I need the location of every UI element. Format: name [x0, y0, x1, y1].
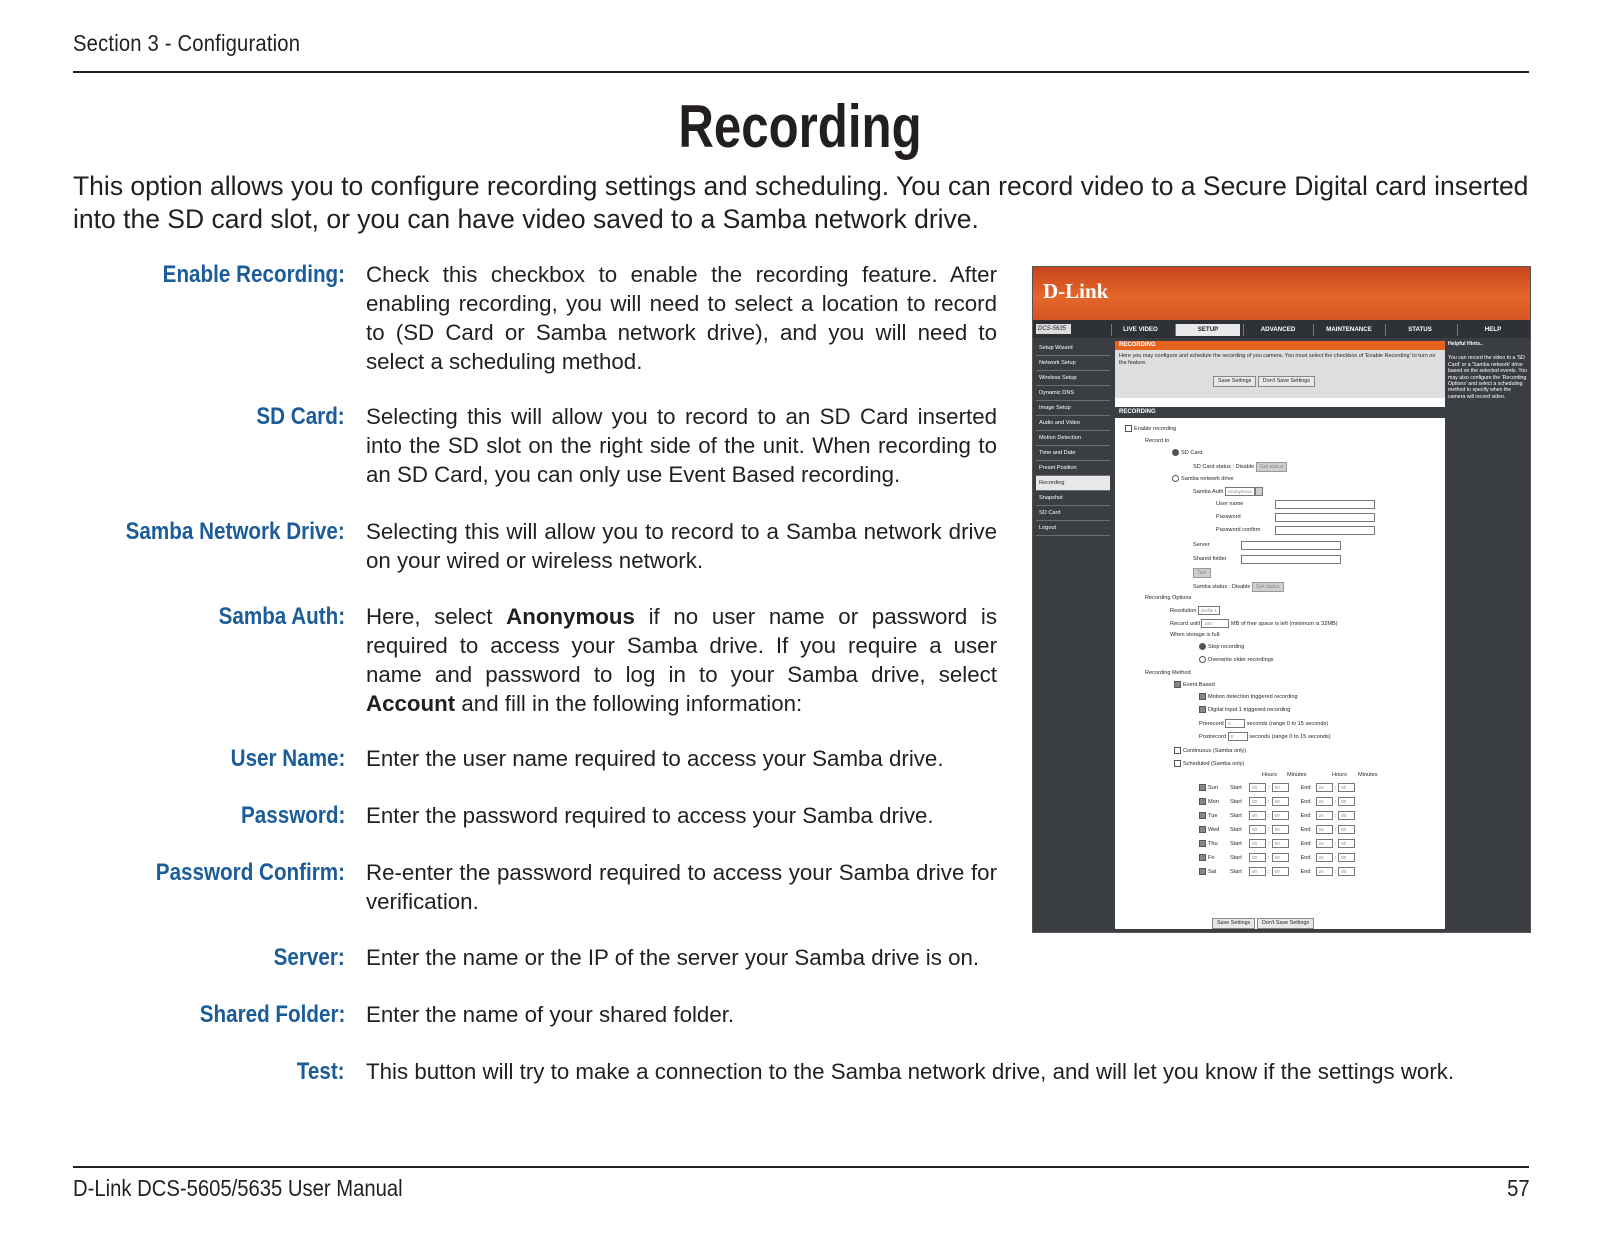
- motion-triggered-label: Motion detection triggered recording: [1208, 694, 1298, 700]
- sidebar-item-audio-video[interactable]: Audio and Video: [1036, 416, 1110, 431]
- continuous-checkbox[interactable]: [1174, 747, 1181, 754]
- day-label: Thu: [1208, 840, 1218, 847]
- intro-paragraph: This option allows you to configure recording settings and scheduling. You can record video to a Secure Digital card inserted into the SD card slot, or you can have video saved to a Samba network drive.: [73, 171, 1529, 234]
- shared-folder-input[interactable]: [1241, 555, 1341, 564]
- schedule-row-sun: [1199, 783, 1355, 792]
- time-colon: :: [1268, 840, 1270, 847]
- samba-auth-text-b: if no user name or password is required to access your Samba drive. If you require a user name and password to log in to your Samba drive, select: [366, 604, 997, 687]
- time-colon: :: [1334, 868, 1337, 875]
- start-label: Start: [1230, 868, 1242, 875]
- postrecord-input[interactable]: 0: [1228, 732, 1248, 741]
- resolution-label: Resolution: [1170, 607, 1197, 614]
- end-minute-input[interactable]: 00: [1338, 867, 1355, 876]
- scheduled-label: Scheduled (Samba only): [1183, 761, 1245, 767]
- samba-drive-radio[interactable]: [1172, 475, 1179, 482]
- end-label: End: [1300, 784, 1311, 791]
- day-label: Sun: [1208, 784, 1218, 791]
- user-name-label: User name: [1216, 501, 1244, 507]
- form-title-bar: RECORDING: [1115, 407, 1445, 418]
- section-description: Here you may configure and schedule the recording of you camera. You must select the checkbox of 'Enable Recording' to turn on the feature.: [1119, 353, 1436, 366]
- enable-recording-checkbox[interactable]: [1125, 425, 1132, 432]
- shared-folder-label: Shared folder: [1193, 556, 1227, 562]
- samba-status-text: Samba status : Disable: [1193, 584, 1251, 590]
- sidebar-item-snapshot[interactable]: Snapshot: [1036, 491, 1110, 506]
- stop-recording-label: Stop recording: [1208, 644, 1245, 650]
- recording-options-label: Recording Options: [1145, 595, 1192, 601]
- term-password: Password:: [240, 802, 345, 829]
- time-colon: :: [1268, 854, 1270, 861]
- screenshot-sidebar: [1036, 341, 1110, 536]
- samba-get-status-button[interactable]: Get status: [1252, 582, 1284, 592]
- motion-triggered-checkbox[interactable]: [1199, 693, 1206, 700]
- start-hour-input[interactable]: 00: [1249, 797, 1266, 806]
- sidebar-item-wireless-setup[interactable]: Wireless Setup: [1036, 371, 1110, 386]
- term-server: Server:: [273, 944, 345, 971]
- end-hour-input[interactable]: 24: [1316, 853, 1333, 862]
- time-colon: :: [1334, 840, 1337, 847]
- samba-auth-anonymous: Anonymous: [506, 604, 635, 629]
- start-label: Start: [1230, 826, 1242, 833]
- password-confirm-input[interactable]: [1275, 526, 1375, 535]
- end-label: End: [1300, 826, 1311, 833]
- stop-recording-radio[interactable]: [1199, 643, 1206, 650]
- prerecord-label: Prerecord: [1199, 720, 1224, 727]
- prerecord-range: seconds (range 0 to 15 seconds): [1246, 720, 1329, 727]
- password-label: Password: [1216, 514, 1241, 520]
- save-settings-button-top[interactable]: Save Settings: [1213, 376, 1256, 387]
- continuous-label: Continuous (Samba only): [1183, 748, 1247, 754]
- scheduled-checkbox[interactable]: [1174, 760, 1181, 767]
- schedule-row-sat: [1199, 867, 1355, 876]
- schedule-row-mon: [1199, 797, 1355, 806]
- day-checkbox[interactable]: [1199, 826, 1206, 833]
- sidebar-item-network-setup[interactable]: Network Setup: [1036, 356, 1110, 371]
- day-checkbox[interactable]: [1199, 868, 1206, 875]
- start-minute-input[interactable]: 00: [1272, 783, 1289, 792]
- tab-status[interactable]: STATUS: [1385, 324, 1454, 336]
- day-label: Mon: [1208, 798, 1219, 805]
- end-label: End: [1300, 868, 1311, 875]
- time-colon: :: [1334, 798, 1337, 805]
- end-minute-input[interactable]: 00: [1338, 811, 1355, 820]
- password-confirm-label: Password confirm: [1216, 527, 1261, 533]
- sidebar-item-preset-position[interactable]: Preset Position: [1036, 461, 1110, 476]
- tab-advanced[interactable]: ADVANCED: [1243, 324, 1312, 336]
- sidebar-item-logout[interactable]: Logout: [1036, 521, 1110, 536]
- resolution-select[interactable]: profile 1: [1198, 606, 1220, 615]
- start-minute-input[interactable]: 00: [1272, 839, 1289, 848]
- dont-save-button-top[interactable]: Don't Save Settings: [1258, 376, 1315, 387]
- term-enable-recording: Enable Recording:: [162, 261, 345, 288]
- when-full-label: When storage is full:: [1170, 632, 1221, 638]
- record-to-label: Record to: [1145, 438, 1170, 444]
- start-minute-input[interactable]: 00: [1272, 811, 1289, 820]
- time-colon: :: [1334, 826, 1337, 833]
- day-checkbox[interactable]: [1199, 798, 1206, 805]
- overwrite-radio[interactable]: [1199, 656, 1206, 663]
- start-minute-input[interactable]: 00: [1272, 853, 1289, 862]
- postrecord-range: seconds (range 0 to 15 seconds): [1249, 733, 1331, 740]
- record-until-input[interactable]: 100: [1201, 619, 1229, 628]
- end-label: End: [1300, 812, 1311, 819]
- start-hours-header: Hours: [1262, 772, 1277, 778]
- sd-get-status-button[interactable]: Get status: [1256, 462, 1288, 472]
- end-hours-header: Hours: [1332, 772, 1347, 778]
- day-label: Wed: [1208, 826, 1220, 833]
- time-colon: :: [1268, 868, 1270, 875]
- end-minute-input[interactable]: 00: [1338, 839, 1355, 848]
- start-hour-input[interactable]: 00: [1249, 825, 1266, 834]
- test-button[interactable]: Test: [1193, 568, 1211, 578]
- sidebar-item-time-date[interactable]: Time and Date: [1036, 446, 1110, 461]
- schedule-row-tue: [1199, 811, 1355, 820]
- term-samba-network-drive: Samba Network Drive:: [125, 518, 345, 545]
- section-description-box: [1115, 350, 1445, 398]
- time-colon: :: [1268, 784, 1270, 791]
- start-label: Start: [1230, 854, 1242, 861]
- def-samba-network-drive: Selecting this will allow you to record to a Samba network drive on your wired or wireless network.: [366, 519, 997, 573]
- schedule-row-fri: [1199, 853, 1355, 862]
- header-rule: [73, 71, 1529, 73]
- dlink-logo: D-Link: [1043, 279, 1109, 303]
- def-password: Enter the password required to access your Samba drive.: [366, 803, 934, 828]
- end-minute-input[interactable]: 00: [1338, 825, 1355, 834]
- def-server: Enter the name or the IP of the server your Samba drive is on.: [366, 945, 980, 970]
- end-label: End: [1300, 798, 1311, 805]
- record-until-suffix: MB of free space is left (minimum is 32MB): [1230, 620, 1338, 627]
- end-hour-input[interactable]: 24: [1316, 811, 1333, 820]
- end-minutes-header: Minutes: [1358, 772, 1378, 778]
- start-hour-input[interactable]: 00: [1249, 867, 1266, 876]
- end-label: End: [1300, 840, 1311, 847]
- overwrite-label: Overwrite older recordings: [1208, 657, 1274, 663]
- def-samba-auth: [366, 602, 997, 718]
- helpful-hints-panel: [1448, 341, 1528, 400]
- page-title: Recording: [678, 93, 922, 160]
- term-samba-auth: Samba Auth:: [218, 603, 345, 630]
- start-hour-input[interactable]: 00: [1249, 839, 1266, 848]
- sidebar-item-recording[interactable]: Recording: [1036, 476, 1110, 491]
- dont-save-button-bottom[interactable]: Don't Save Settings: [1257, 918, 1314, 929]
- samba-auth-select[interactable]: Anonymous: [1225, 487, 1255, 496]
- sidebar-item-sd-card[interactable]: SD Card: [1036, 506, 1110, 521]
- sidebar-item-motion-detection[interactable]: Motion Detection: [1036, 431, 1110, 446]
- user-name-input[interactable]: [1275, 500, 1375, 509]
- start-minute-input[interactable]: 00: [1272, 797, 1289, 806]
- digital-input-checkbox[interactable]: [1199, 706, 1206, 713]
- sidebar-item-dynamic-dns[interactable]: Dynamic DNS: [1036, 386, 1110, 401]
- screenshot-nav: [1033, 320, 1530, 338]
- end-minute-input[interactable]: 00: [1338, 797, 1355, 806]
- start-minute-input[interactable]: 00: [1272, 867, 1289, 876]
- def-test: This button will try to make a connection to the Samba network drive, and will let you know if the settings work.: [366, 1059, 1455, 1084]
- sd-card-radio[interactable]: [1172, 449, 1179, 456]
- start-minute-input[interactable]: 00: [1272, 825, 1289, 834]
- end-hour-input[interactable]: 24: [1316, 867, 1333, 876]
- screenshot-main: [1115, 341, 1445, 929]
- start-hour-input[interactable]: 00: [1249, 783, 1266, 792]
- helpful-hints-text: You can record the video to a 'SD Card' or a 'Samba network' drive based on the selected events. You may also configure the 'Recording Options' and select a scheduling method to specify when the camera will record video.: [1448, 355, 1528, 400]
- day-label: Tue: [1208, 812, 1218, 819]
- sidebar-item-image-setup[interactable]: Image Setup: [1036, 401, 1110, 416]
- server-label: Server: [1193, 542, 1210, 548]
- sidebar-item-setup-wizard[interactable]: Setup Wizard: [1036, 341, 1110, 356]
- start-label: Start: [1230, 798, 1242, 805]
- term-user-name: User Name:: [230, 745, 345, 772]
- end-minute-input[interactable]: 00: [1338, 783, 1355, 792]
- page-number: 57: [1507, 1175, 1530, 1201]
- term-password-confirm: Password Confirm:: [155, 859, 345, 886]
- time-colon: :: [1268, 826, 1270, 833]
- end-hour-input[interactable]: 24: [1316, 839, 1333, 848]
- tab-maintenance[interactable]: MAINTENANCE: [1313, 324, 1384, 336]
- start-hour-input[interactable]: 00: [1249, 811, 1266, 820]
- sd-status-text: SD Card status : Disable: [1193, 464, 1255, 470]
- term-shared-folder: Shared Folder:: [199, 1001, 345, 1028]
- recording-settings-screenshot: [1032, 266, 1531, 933]
- day-label: Sat: [1208, 868, 1217, 875]
- day-checkbox[interactable]: [1199, 840, 1206, 847]
- day-checkbox[interactable]: [1199, 812, 1206, 819]
- password-input[interactable]: [1275, 513, 1375, 522]
- samba-auth-account: Account: [366, 691, 456, 716]
- end-hour-input[interactable]: 24: [1316, 783, 1333, 792]
- footer-rule: [73, 1166, 1529, 1168]
- start-minutes-header: Minutes: [1287, 772, 1307, 778]
- term-sd-card: SD Card:: [256, 403, 345, 430]
- def-shared-folder: Enter the name of your shared folder.: [366, 1002, 735, 1027]
- postrecord-label: Postrecord: [1199, 733, 1227, 740]
- record-until-label: Record until: [1170, 620, 1200, 627]
- day-checkbox[interactable]: [1199, 784, 1206, 791]
- def-enable-recording: Check this checkbox to enable the recording feature. After enabling recording, you will need to select a location to record to (SD Card or Samba network drive), and you will need to select a scheduling method.: [366, 262, 997, 374]
- tab-help[interactable]: HELP: [1457, 324, 1528, 336]
- event-based-checkbox[interactable]: [1174, 681, 1181, 688]
- end-hour-input[interactable]: 24: [1316, 797, 1333, 806]
- screenshot-banner: [1033, 267, 1530, 320]
- def-password-confirm: Re-enter the password required to access your Samba drive for verification.: [366, 860, 997, 914]
- section-title-bar: RECORDING: [1115, 341, 1445, 350]
- samba-auth-text-a: Here, select: [366, 604, 507, 629]
- save-settings-button-bottom[interactable]: Save Settings: [1212, 918, 1255, 929]
- samba-auth-label: Samba Auth: [1193, 488, 1224, 495]
- prerecord-input[interactable]: 0: [1225, 719, 1245, 728]
- sd-card-label: SD Card: [1181, 450, 1203, 456]
- def-sd-card: Selecting this will allow you to record to an SD Card inserted into the SD slot on the right side of the unit. When recording to an SD Card, you can only use Event Based recording.: [366, 404, 997, 487]
- enable-recording-label: Enable recording: [1134, 426, 1177, 432]
- server-input[interactable]: [1241, 541, 1341, 550]
- start-label: Start: [1230, 840, 1242, 847]
- def-user-name: Enter the user name required to access your Samba drive.: [366, 746, 944, 771]
- end-label: End: [1300, 854, 1311, 861]
- term-test: Test:: [297, 1058, 345, 1085]
- time-colon: :: [1334, 812, 1337, 819]
- tab-setup[interactable]: SETUP: [1175, 324, 1240, 336]
- samba-auth-text-c: and fill in the following information:: [455, 691, 803, 716]
- schedule-row-wed: [1199, 825, 1355, 834]
- recording-method-label: Recording Method: [1145, 670, 1191, 676]
- helpful-hints-title: Helpful Hints..: [1448, 341, 1483, 347]
- schedule-row-thu: [1199, 839, 1355, 848]
- start-hour-input[interactable]: 00: [1249, 853, 1266, 862]
- chevron-down-icon: [1255, 487, 1263, 496]
- day-checkbox[interactable]: [1199, 854, 1206, 861]
- digital-input-label: Digital input 1 triggered recording: [1208, 707, 1291, 713]
- end-minute-input[interactable]: 00: [1338, 853, 1355, 862]
- section-header: Section 3 - Configuration: [73, 30, 301, 56]
- time-colon: :: [1334, 854, 1337, 861]
- time-colon: :: [1268, 798, 1270, 805]
- event-based-label: Event Based: [1183, 682, 1215, 688]
- model-label: DCS-5635: [1036, 324, 1071, 334]
- start-label: Start: [1230, 812, 1242, 819]
- samba-drive-label: Samba network drive: [1181, 476, 1234, 482]
- start-label: Start: [1230, 784, 1242, 791]
- time-colon: :: [1334, 784, 1337, 791]
- footer-manual-title: D-Link DCS-5605/5635 User Manual: [73, 1175, 403, 1201]
- day-label: Fri: [1208, 854, 1215, 861]
- end-hour-input[interactable]: 24: [1316, 825, 1333, 834]
- time-colon: :: [1268, 812, 1270, 819]
- tab-live-video[interactable]: LIVE VIDEO: [1111, 324, 1169, 336]
